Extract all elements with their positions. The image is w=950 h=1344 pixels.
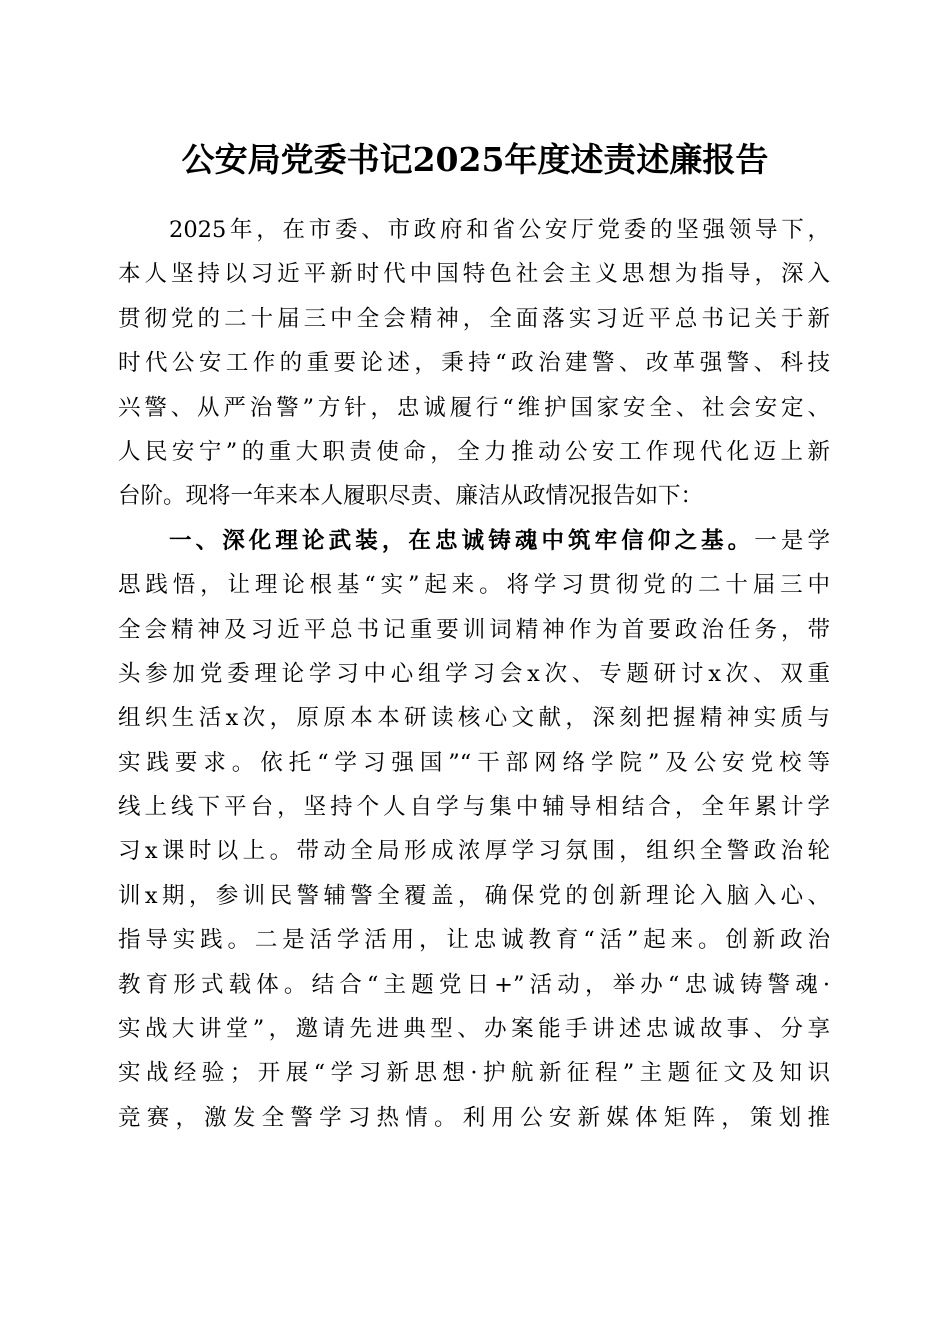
intro-line: 2025年，在市委、市政府和省公安厅党委的坚强领导下， bbox=[169, 217, 830, 243]
section-heading-tail: 一是学 bbox=[754, 527, 830, 554]
intro-line: 时代公安工作的重要论述，秉持“政治建警、改革强警、科技 bbox=[118, 350, 830, 377]
section-heading: 一、深化理论武装，在忠诚铸魂中筑牢信仰之基。 bbox=[169, 527, 755, 554]
section-line: 实战经验；开展“学习新思想·护航新征程”主题征文及知识 bbox=[118, 1060, 830, 1087]
section-line: 实战大讲堂”，邀请先进典型、办案能手讲述忠诚故事、分享 bbox=[118, 1016, 830, 1043]
document-title: 公安局党委书记2025年度述责述廉报告 bbox=[181, 140, 769, 179]
intro-line: 人民安宁”的重大职责使命，全力推动公安工作现代化迈上新 bbox=[118, 438, 830, 465]
section-line: 线上线下平台，坚持个人自学与集中辅导相结合，全年累计学 bbox=[118, 794, 830, 821]
section-line: 指导实践。二是活学活用，让忠诚教育“活”起来。创新政治 bbox=[118, 927, 830, 954]
intro-line: 贯彻党的二十届三中全会精神，全面落实习近平总书记关于新 bbox=[118, 305, 830, 332]
section-line: 教育形式载体。结合“主题党日+”活动，举办“忠诚铸警魂· bbox=[118, 971, 830, 998]
section-line: 全会精神及习近平总书记重要训词精神作为首要政治任务，带 bbox=[118, 616, 830, 643]
intro-line: 本人坚持以习近平新时代中国特色社会主义思想为指导，深入 bbox=[118, 261, 830, 288]
section-line: 习x课时以上。带动全局形成浓厚学习氛围，组织全警政治轮 bbox=[118, 838, 830, 865]
document-body bbox=[118, 208, 830, 1140]
section-line: 组织生活x次，原原本本研读核心文献，深刻把握精神实质与 bbox=[118, 705, 830, 732]
section-line: 头参加党委理论学习中心组学习会x次、专题研讨x次、双重 bbox=[118, 660, 830, 687]
section-line: 实践要求。依托“学习强国”“干部网络学院”及公安党校等 bbox=[118, 749, 830, 776]
section-line: 竞赛，激发全警学习热情。利用公安新媒体矩阵，策划推 bbox=[118, 1104, 830, 1131]
intro-line: 兴警、从严治警”方针，忠诚履行“维护国家安全、社会安定、 bbox=[118, 394, 830, 421]
section-heading-line bbox=[118, 519, 830, 563]
intro-line: 台阶。现将一年来本人履职尽责、廉洁从政情况报告如下： bbox=[118, 483, 704, 510]
section-line: 训x期，参训民警辅警全覆盖，确保党的创新理论入脑入心、 bbox=[118, 882, 830, 909]
section-line: 思践悟，让理论根基“实”起来。将学习贯彻党的二十届三中 bbox=[118, 572, 830, 599]
